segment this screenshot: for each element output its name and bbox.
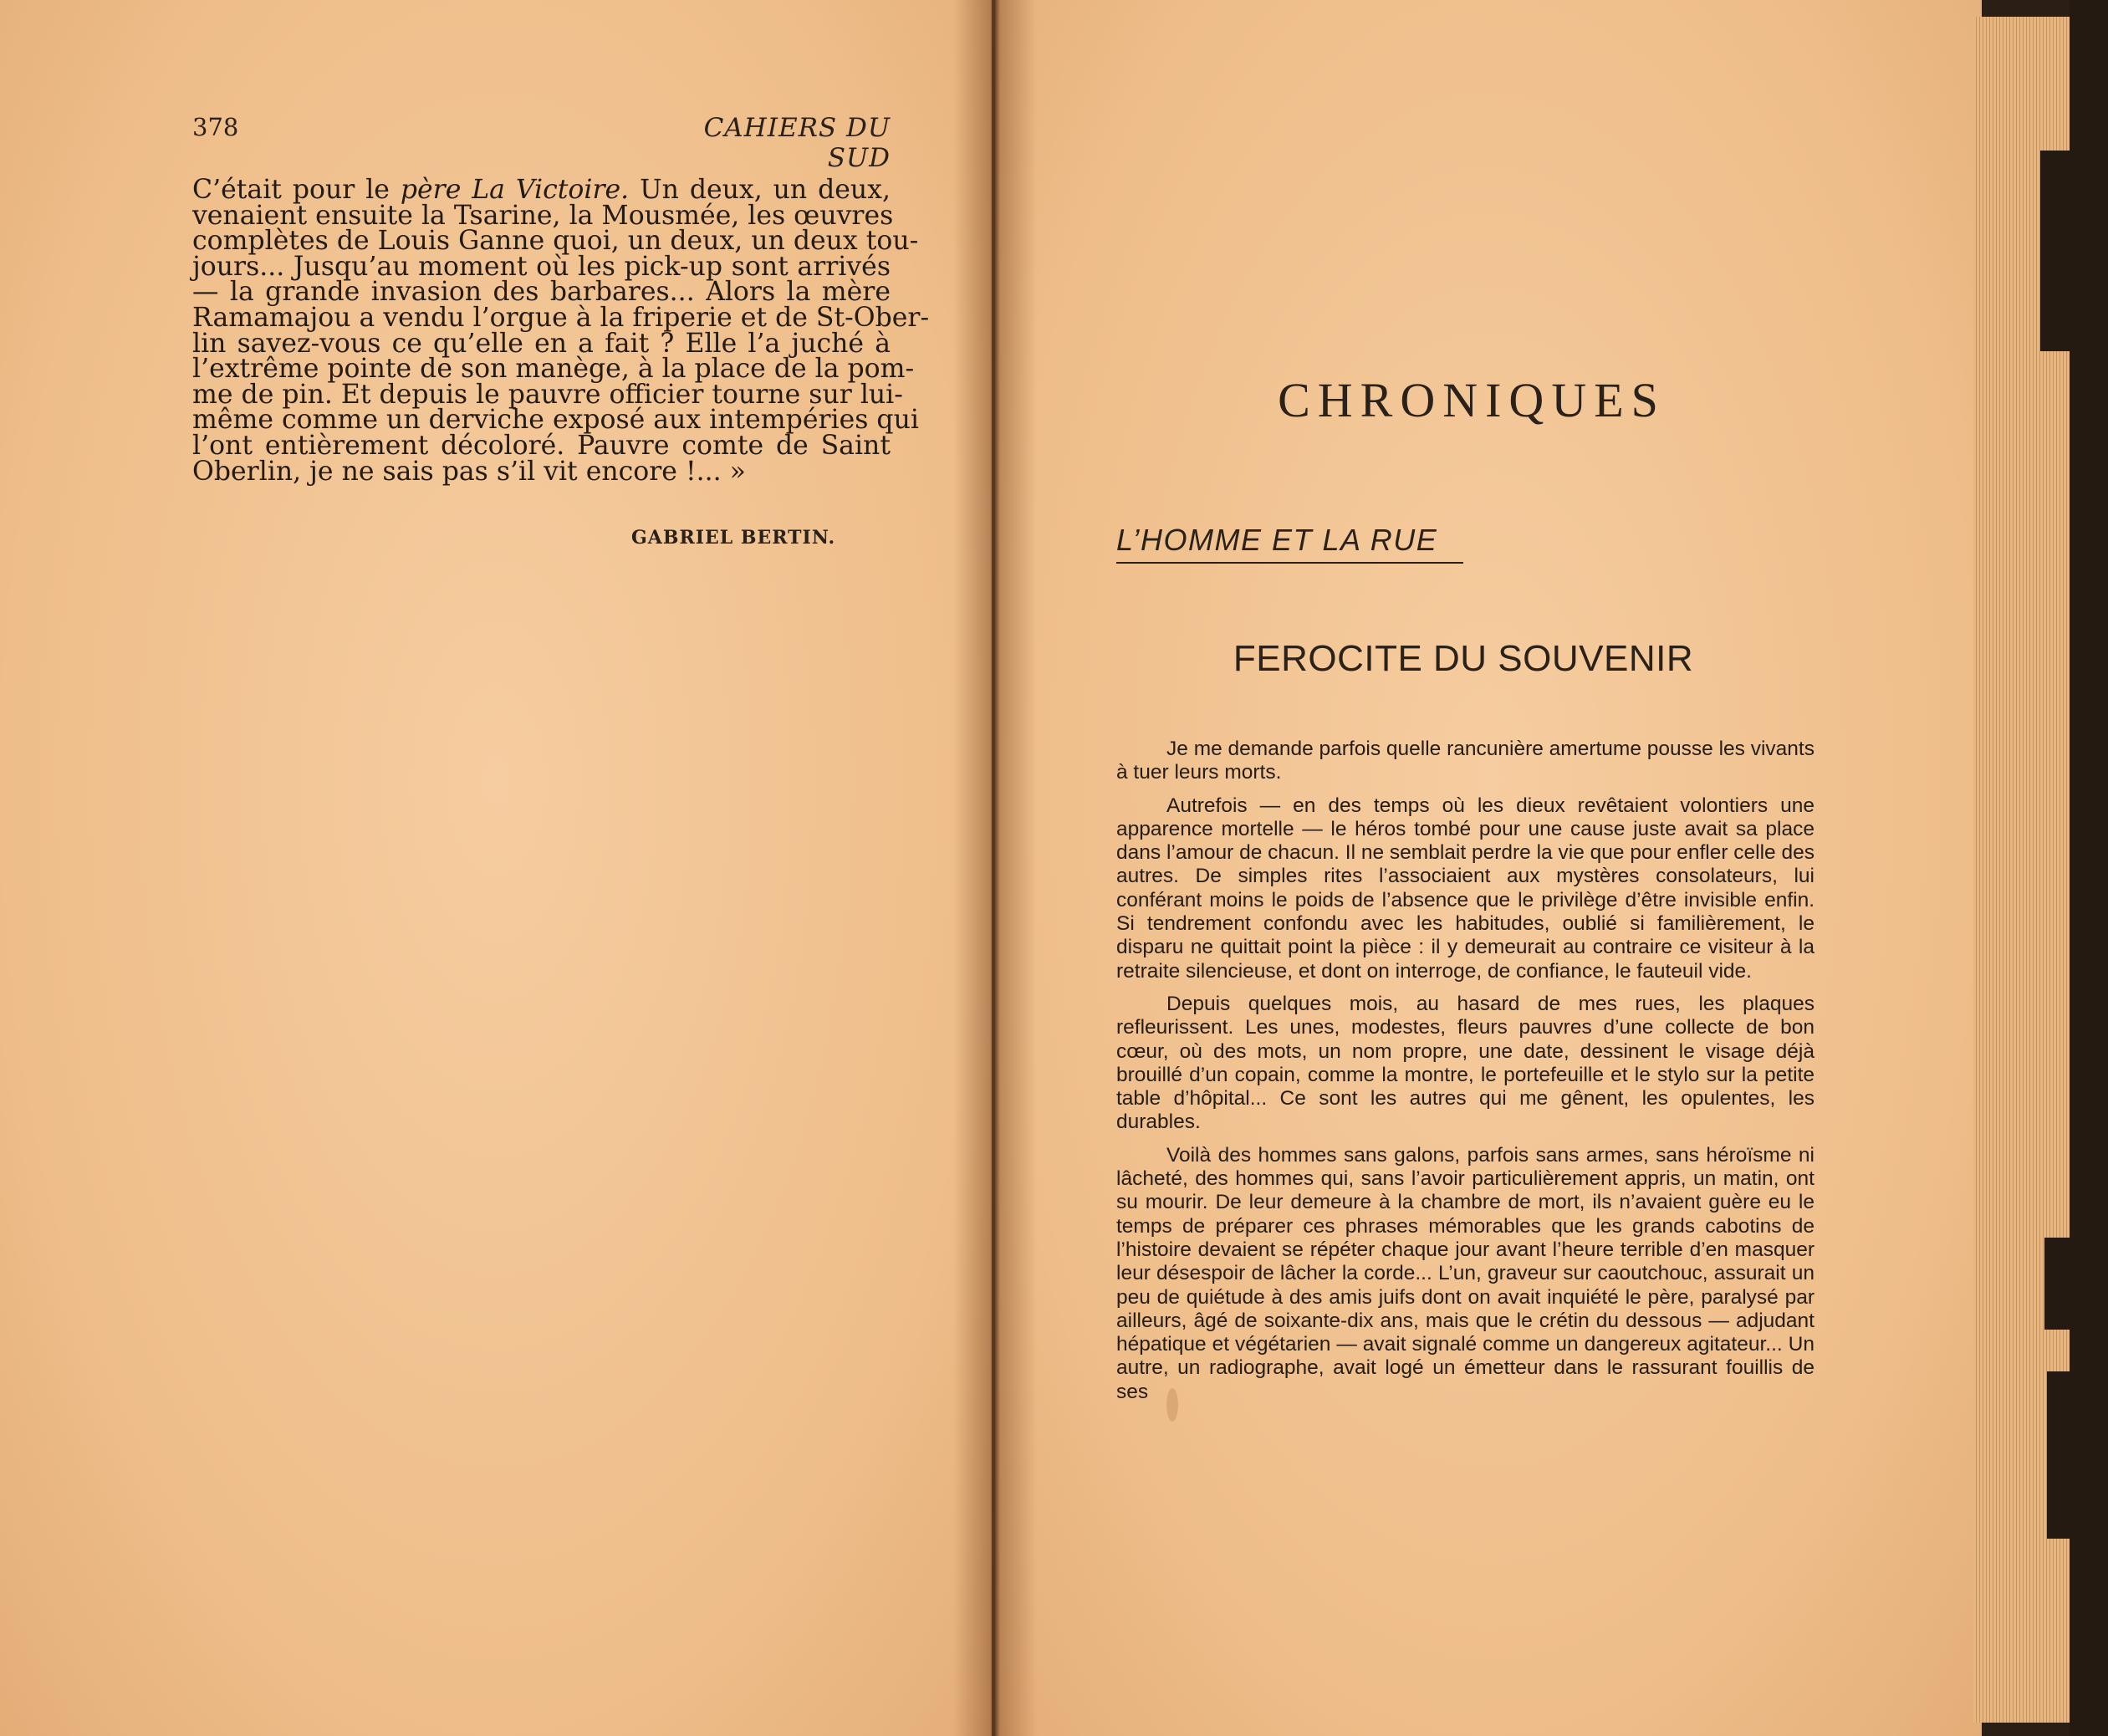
torn-edge [2047, 1371, 2070, 1539]
article-paragraph: Autrefois — en des temps où les dieux revêtaient volontiers une apparence mortelle — le héros tombé pour une cause juste avait sa place dans l’amour de chacun. Il ne semblait perdre la vie que pour enfler celle des autres. De simples rites l’associaient aux mystères consolateurs, lui conférant moins le poids de l’absence que le privilège d’être invisible enfin. Si tendrement confondu avec les habitudes, oublié si familièrement, le disparu ne quittait point la pièce : il y demeurait au contraire ce visiteur à la retraite silencieuse, et dont on interroge, de confiance, le fauteuil vide. [1116, 794, 1815, 983]
section-title: CHRONIQUES [1278, 373, 1666, 427]
italic-name: père La Victoire. [400, 175, 630, 205]
text-line: même comme un derviche exposé aux intempéries qui [192, 405, 919, 436]
article-title: FEROCITE DU SOUVENIR [1233, 638, 1694, 679]
author-signature: GABRIEL BERTIN. [631, 527, 836, 549]
book-gutter [953, 0, 1037, 1736]
text-line: jours... Jusqu’au moment où les pick-up sont arrivés [192, 251, 891, 282]
article-body [1116, 738, 1815, 1413]
rubric-underline [1116, 562, 1463, 564]
rubric-title: L’HOMME ET LA RUE [1116, 523, 1438, 557]
article-paragraph: Depuis quelques mois, au hasard de mes rues, les plaques refleurissent. Les unes, modestes, fleurs pauvres d’une collecte de bon cœur, où des mots, un nom propre, une date, dessinent le visage déjà brouillé d’un copain, comme la montre, le portefeuille et le stylo sur la petite table d’hôpital... Ce sont les autres qui me gênent, les opulentes, les durables. [1116, 992, 1815, 1134]
text-line: l’ont entièrement décoloré. Pauvre comte de Saint [192, 430, 891, 461]
text-line: C’était pour le père La Victoire. Un deux, un deux, [192, 175, 891, 205]
text-line: Ramamajou a vendu l’orgue à la friperie et de St-Ober- [192, 302, 930, 333]
article-paragraph: Je me demande parfois quelle rancunière amertume pousse les vivants à tuer leurs morts. [1116, 738, 1815, 784]
text-line: complètes de Louis Ganne quoi, un deux, un deux tou- [192, 226, 919, 257]
left-page-text [192, 175, 930, 487]
page-number: 378 [192, 113, 239, 141]
text-line: l’extrême pointe de son manège, à la place de la pom- [192, 354, 915, 385]
text-line: Oberlin, je ne sais pas s’il vit encore !... » [192, 456, 746, 487]
torn-edge [2044, 1238, 2070, 1330]
text-line: lin savez-vous ce qu’elle en a fait ? Elle l’a juché à [192, 328, 891, 359]
background-edge [2070, 0, 2108, 1736]
torn-edge [2040, 151, 2074, 351]
article-paragraph: Voilà des hommes sans galons, parfois sans armes, sans héroïsme ni lâcheté, des hommes qui, sans l’avoir particulièrement appris, un matin, ont su mourir. De leur demeure à la chambre de mort, ils n’avaient guère eu le temps de préparer ces phrases mémorables que les grands cabotins de l’histoire devaient se répéter chaque jour avant l’heure terrible d’en masquer leur désespoir de lâcher la corde... L’un, graveur sur caoutchouc, assurait un peu de quiétude à des amis juifs dont on avait inquiété le père, paralysé par ailleurs, âgé de soixante-dix ans, mais que le crétin du dessous — adjudant hépatique et végétarien — avait signalé comme un dangereux agitateur... Un autre, un radiographe, avait logé un émetteur dans le rassurant fouillis de ses [1116, 1143, 1815, 1403]
running-head-title: CAHIERS DU SUD [703, 113, 891, 173]
text-line: me de pin. Et depuis le pauvre officier tourne sur lui- [192, 379, 903, 410]
text-line: — la grande invasion des barbares... Alors la mère [192, 277, 891, 308]
text-line: venaient ensuite la Tsarine, la Mousmée, les œuvres [192, 200, 894, 231]
